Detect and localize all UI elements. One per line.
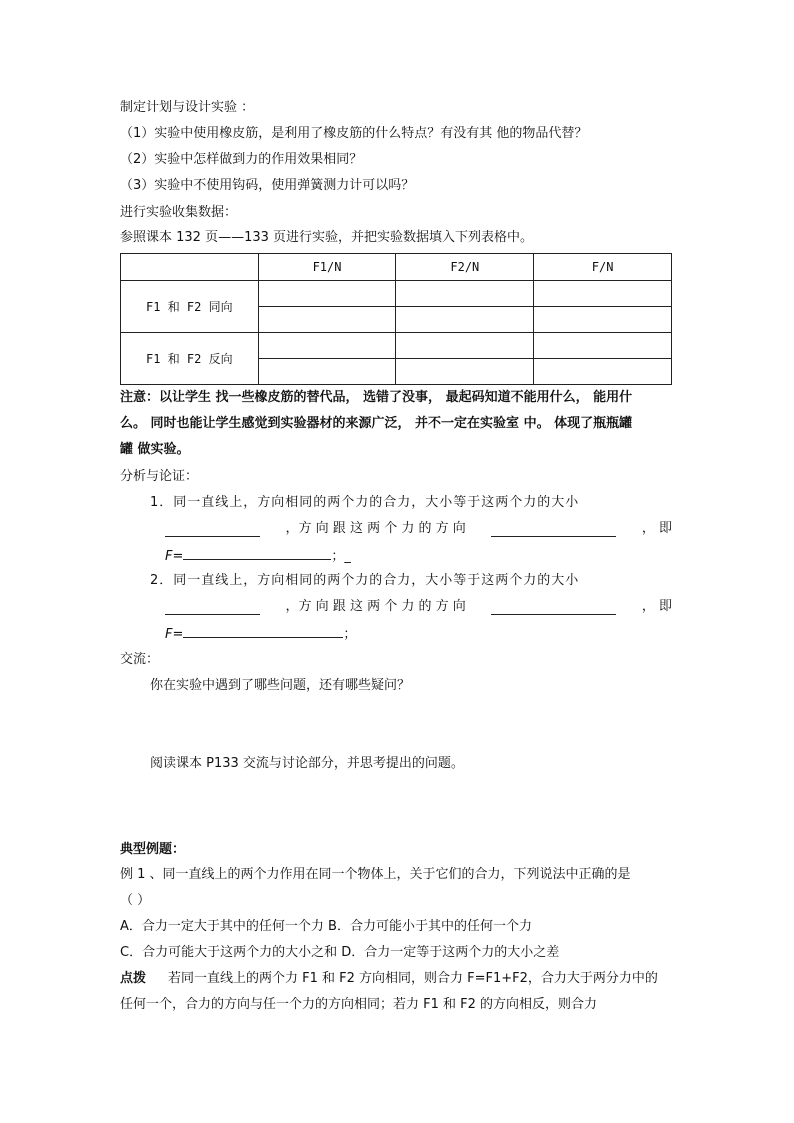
table-row bbox=[121, 333, 672, 359]
blank-formula-1[interactable] bbox=[183, 545, 331, 560]
table-cell[interactable] bbox=[534, 333, 672, 359]
formula-f-label: F= bbox=[165, 627, 184, 642]
table-cell[interactable] bbox=[534, 307, 672, 333]
table-cell[interactable] bbox=[396, 281, 534, 307]
example-heading: 典型例题： bbox=[120, 842, 186, 857]
analysis-item-2-end: ， 即 bbox=[641, 599, 672, 614]
analysis-item-2-mid: ，方 向 跟 这 两 个 力 的 方 向 bbox=[285, 599, 466, 614]
example-stem: 例 1 、同一直线上的两个力作用在同一个物体上，关于它们的合力，下列说法中正确的是 bbox=[120, 867, 631, 882]
example-hint-line-1 bbox=[120, 969, 658, 989]
blank-size-1[interactable] bbox=[165, 522, 260, 537]
plan-question-1: （1）实验中使用橡皮筋，是利用了橡皮筋的什么特点？有没有其 他的物品代替？ bbox=[120, 126, 588, 141]
exchange-reading: 阅读课本 P133 交流与讨论部分，并思考提出的问题。 bbox=[150, 756, 464, 771]
table-cell[interactable] bbox=[396, 359, 534, 385]
analysis-item-1-mid: ，方 向 跟 这 两 个 力 的 方 向 bbox=[285, 521, 466, 536]
table-header-cell: F1/N bbox=[258, 254, 396, 281]
blank-size-2[interactable] bbox=[165, 600, 260, 615]
table-header-cell: F2/N bbox=[396, 254, 534, 281]
table-cell[interactable] bbox=[258, 307, 396, 333]
row-label-same-direction: F1 和 F2 同向 bbox=[121, 281, 259, 333]
exchange-question: 你在实验中遇到了哪些问题，还有哪些疑问？ bbox=[150, 678, 411, 693]
blank-direction-1[interactable] bbox=[491, 522, 616, 537]
note-line-1: 注意：以让学生 找一些橡皮筋的替代品， 选错了没事， 最起码知道不能用什么， 能用什 bbox=[120, 390, 633, 405]
hint-label: 点拨 bbox=[120, 971, 147, 986]
plan-question-2: （2）实验中怎样做到力的作用效果相同？ bbox=[120, 152, 363, 167]
example-answer-paren: （ ） bbox=[120, 893, 151, 908]
table-row bbox=[121, 281, 672, 307]
analysis-item-2-line-3 bbox=[165, 623, 356, 645]
table-cell[interactable] bbox=[258, 333, 396, 359]
example-hint-line-2: 任何一个，合力的方向与任一个力的方向相同；若力 F1 和 F2 的方向相反，则合力 bbox=[120, 997, 598, 1012]
data-table bbox=[120, 253, 672, 385]
analysis-heading: 分析与论证： bbox=[120, 469, 199, 484]
table-cell[interactable] bbox=[258, 281, 396, 307]
row-label-opposite-direction: F1 和 F2 反向 bbox=[121, 333, 259, 385]
analysis-item-2-line-2 bbox=[165, 597, 672, 617]
blank-formula-2[interactable] bbox=[183, 623, 343, 638]
table-header-cell: F/N bbox=[534, 254, 672, 281]
example-options-cd: C．合力可能大于这两个力的大小之和 D．合力一定等于这两个力的大小之差 bbox=[120, 945, 560, 960]
analysis-item-2-tail: ； bbox=[343, 627, 357, 642]
exchange-heading: 交流： bbox=[120, 652, 160, 667]
analysis-item-1-tail: ；_ bbox=[331, 549, 351, 564]
plan-question-3: （3）实验中不使用钩码，使用弹簧测力计可以吗？ bbox=[120, 178, 415, 193]
table-cell[interactable] bbox=[534, 359, 672, 385]
table-cell[interactable] bbox=[534, 281, 672, 307]
note-line-3: 罐 做实验。 bbox=[120, 442, 190, 457]
collect-heading: 进行实验收集数据： bbox=[120, 205, 238, 220]
note-line-2: 么。 同时也能让学生感觉到实验器材的来源广泛， 并不一定在实验室 中。 体现了瓶瓶罐 bbox=[120, 416, 633, 431]
analysis-item-1-line-2 bbox=[165, 519, 672, 539]
analysis-item-1-line-1: 1．同一直线上，方向相同的两个力的合力，大小等于这两个力的大小 bbox=[150, 495, 580, 510]
table-header-cell bbox=[121, 254, 259, 281]
table-cell[interactable] bbox=[396, 307, 534, 333]
collect-instruction: 参照课本 132 页——133 页进行实验，并把实验数据填入下列表格中。 bbox=[120, 230, 534, 245]
formula-f-label: F= bbox=[165, 549, 184, 564]
analysis-item-2-line-1: 2．同一直线上，方向相同的两个力的合力，大小等于这两个力的大小 bbox=[150, 573, 580, 588]
blank-direction-2[interactable] bbox=[491, 600, 616, 615]
example-options-ab: A．合力一定大于其中的任何一个力 B．合力可能小于其中的任何一个力 bbox=[120, 919, 532, 934]
table-header-row bbox=[121, 254, 672, 281]
analysis-item-1-end: ， 即 bbox=[641, 521, 672, 536]
hint-text-1: 若同一直线上的两个力 F1 和 F2 方向相同，则合力 F=F1+F2，合力大于两分力中的 bbox=[168, 971, 658, 986]
table-cell[interactable] bbox=[258, 359, 396, 385]
plan-heading: 制定计划与设计实验 ： bbox=[120, 100, 255, 115]
table-cell[interactable] bbox=[396, 333, 534, 359]
analysis-item-1-line-3 bbox=[165, 545, 351, 567]
